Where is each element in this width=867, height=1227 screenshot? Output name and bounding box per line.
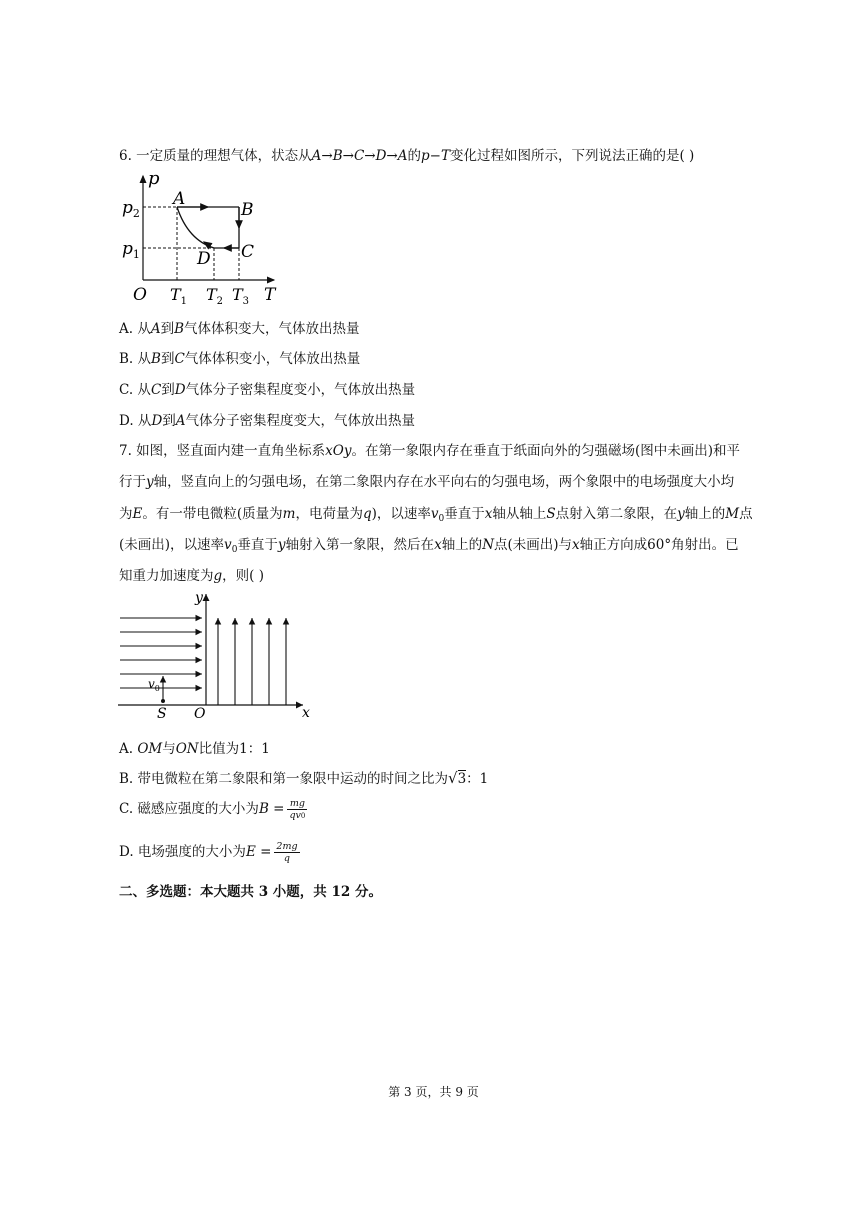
- q6-pt-diagram: [118, 168, 288, 308]
- q7-option-b: B. 带电微粒在第二象限和第一象限中运动的时间之比为√3：1: [119, 769, 489, 787]
- q7-stem-line4: (未画出)，以速率$v_0$垂直于y轴射入第一象限，然后在x轴上的N点(未画出)与x轴正方向成60°角射出。已: [119, 537, 739, 555]
- q7-stem-line2: 行于y轴，竖直向上的匀强电场，在第二象限内存在水平向右的匀强电场，两个象限中的电场强度大小均: [119, 474, 735, 490]
- svg-text:O: O: [194, 706, 206, 722]
- svg-text:D: D: [197, 249, 211, 269]
- svg-text:T3: $T_3$: [232, 285, 250, 307]
- q6-stem: 6. 一定质量的理想气体，状态从A→B→C→D→A的p−T变化过程如图所示，下列说法正确的是( ): [119, 148, 695, 164]
- svg-text:p1: $p_1$: [122, 239, 140, 261]
- svg-text:T1: $T_1$: [170, 285, 188, 307]
- section-heading-multi-choice: 二、多选题：本大题共 3 小题，共 12 分。: [119, 884, 382, 900]
- p-axis-label: p: [148, 168, 160, 189]
- t-axis-label: T: [264, 285, 276, 305]
- q6-option-c: C. 从C到D气体分子密集程度变小，气体放出热量: [119, 382, 416, 398]
- svg-text:B: B: [241, 200, 254, 220]
- q7-stem-line1: 7. 如图，竖直面内建一直角坐标系xOy。在第一象限内存在垂直于纸面向外的匀强磁场(图中未画出)和平: [119, 443, 741, 459]
- q6-option-a: A. 从A到B气体体积变大，气体放出热量: [119, 321, 360, 337]
- q7-option-c: C. 磁感应强度的大小为B = $\frac{mg}{qv0}$: [119, 797, 306, 821]
- q7-option-d: D. 电场强度的大小为E = $\frac{2mg}{q}$: [119, 841, 298, 864]
- svg-text:v0: $v_0$: [148, 677, 160, 693]
- vertical-field-lines: [218, 618, 290, 705]
- q6-option-b: B. 从B到C气体体积变小，气体放出热量: [119, 351, 361, 367]
- q7-stem-line3: 为E。有一带电微粒(质量为m，电荷量为q)，以速率$v_0$垂直于x轴从轴上S点射入第二象限，在y轴上的M点: [119, 506, 753, 524]
- q7-field-diagram: [118, 588, 318, 723]
- svg-text:C: C: [241, 242, 255, 262]
- horizontal-field-lines: [120, 618, 202, 688]
- q6-option-d: D. 从D到A气体分子密集程度变大，气体放出热量: [119, 413, 416, 429]
- svg-text:p2: $p_2$: [122, 198, 140, 220]
- svg-text:y: y: [195, 590, 203, 606]
- svg-text:T2: $T_2$: [206, 285, 224, 307]
- q7-option-a: A. OM与ON比值为1：1: [119, 741, 270, 757]
- process-da: [177, 207, 214, 248]
- svg-text:A: A: [173, 189, 186, 209]
- svg-text:S: S: [157, 706, 167, 722]
- q7-stem-line5: 知重力加速度为g，则( ): [119, 568, 264, 584]
- svg-text:x: x: [302, 705, 310, 721]
- origin-label: O: [133, 285, 147, 305]
- page-footer: 第 3 页，共 9 页: [388, 1085, 479, 1099]
